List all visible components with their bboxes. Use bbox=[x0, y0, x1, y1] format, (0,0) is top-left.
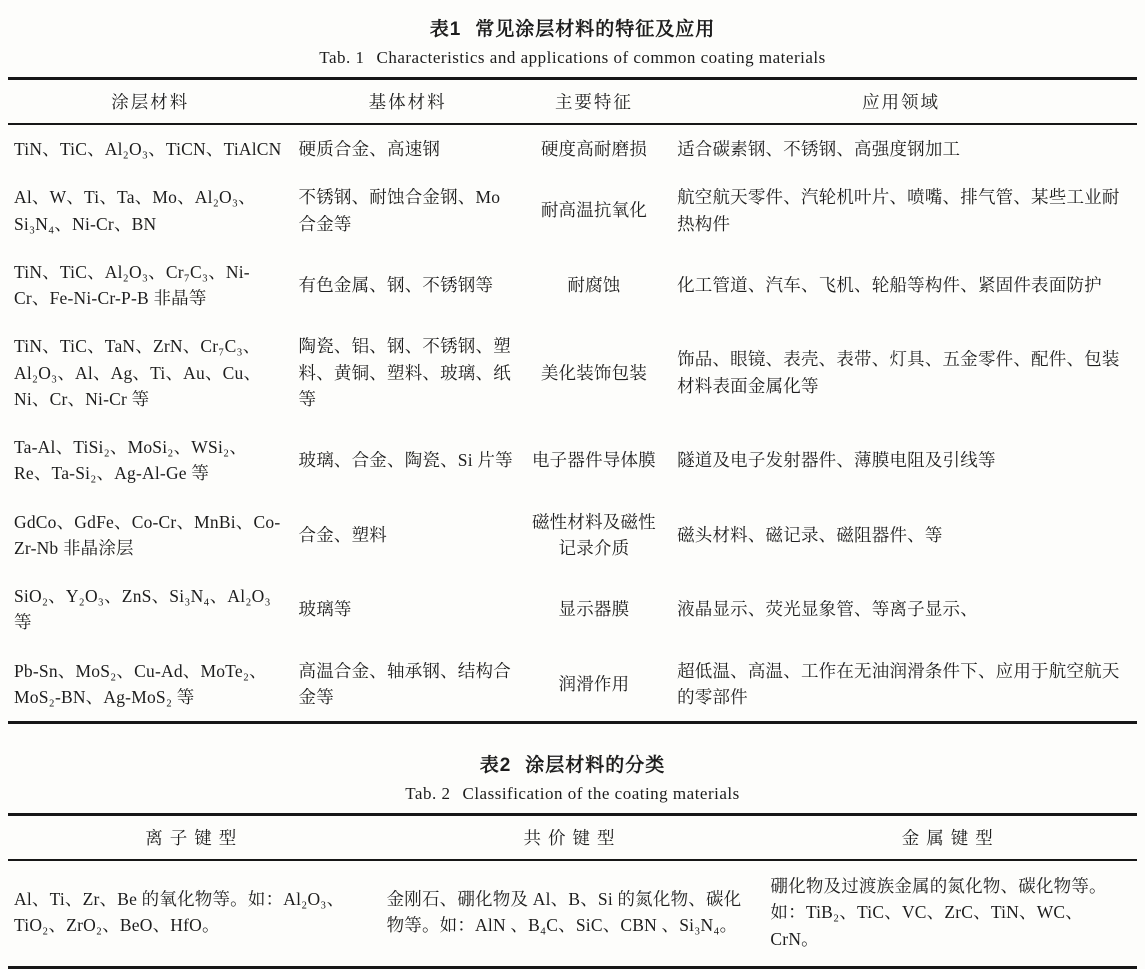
table1 bbox=[8, 77, 1137, 724]
cell-application: 超低温、高温、工作在无油润滑条件下、应用于航空航天的零部件 bbox=[677, 660, 1120, 707]
table2-header-metallic: 金属键型 bbox=[764, 815, 1137, 861]
table-row bbox=[8, 860, 1137, 967]
cell-substrate: 高温合金、轴承钢、结构合金等 bbox=[298, 660, 511, 707]
cell-coating: Pb-Sn、MoS₂、Cu-Ad、MoTe₂、MoS₂-BN、Ag-MoS₂ 等 bbox=[14, 660, 267, 707]
cell-application: 隧道及电子发射器件、薄膜电阻及引线等 bbox=[677, 450, 996, 471]
table2 bbox=[8, 813, 1137, 969]
cell-substrate: 玻璃、合金、陶瓷、Si 片等 bbox=[298, 450, 513, 471]
table2-title-zh-text: 涂层材料的分类 bbox=[525, 755, 666, 776]
table2-number-label: 表2 bbox=[479, 755, 512, 776]
table2-caption-en bbox=[8, 784, 1137, 804]
table2-header-covalent: 共价键型 bbox=[381, 815, 765, 861]
cell-feature: 电子器件导体膜 bbox=[531, 450, 656, 471]
table1-header bbox=[8, 79, 1137, 125]
cell-feature: 磁性材料及磁性记录介质 bbox=[531, 511, 656, 558]
table1-number-label: 表1 bbox=[429, 19, 462, 40]
cell-coating: Ta-Al、TiSi₂、MoSi₂、WSi₂、Re、Ta-Si₂、Ag-Al-Ge 等 bbox=[14, 437, 248, 484]
table-row bbox=[8, 248, 1137, 323]
cell-coating: GdCo、GdFe、Co-Cr、MnBi、Co-Zr-Nb 非晶涂层 bbox=[14, 511, 281, 558]
cell-substrate: 陶瓷、铝、钢、不锈钢、塑料、黄铜、塑料、玻璃、纸等 bbox=[298, 336, 511, 409]
table1-header-feature: 主要特征 bbox=[523, 79, 665, 125]
table1-caption-en bbox=[8, 48, 1137, 68]
table2-block bbox=[8, 742, 1137, 969]
cell-feature: 润滑作用 bbox=[558, 673, 630, 694]
table-row bbox=[8, 173, 1137, 248]
table-row bbox=[8, 647, 1137, 723]
table1-block bbox=[8, 6, 1137, 724]
cell-coating: TiN、TiC、TaN、ZrN、Cr₇C₃、Al₂O₃、Al、Ag、Ti、Au、Cu、Ni、Cr、Ni-Cr 等 bbox=[14, 336, 262, 409]
cell-application: 液晶显示、荧光显象管、等离子显示、 bbox=[677, 599, 978, 620]
cell-covalent-bond: 金刚石、硼化物及 Al、B、Si 的氮化物、碳化物等。如：AlN 、B₄C、SiC、CBN 、Si₃N₄。 bbox=[386, 889, 742, 936]
table-row bbox=[8, 572, 1137, 647]
table-row bbox=[8, 124, 1137, 173]
table-row bbox=[8, 322, 1137, 423]
cell-feature: 美化装饰包装 bbox=[540, 362, 648, 383]
table1-title-zh-text: 常见涂层材料的特征及应用 bbox=[475, 19, 716, 40]
table1-body bbox=[8, 124, 1137, 723]
cell-feature: 耐高温抗氧化 bbox=[540, 200, 648, 221]
table1-header-substrate: 基体材料 bbox=[293, 79, 523, 125]
cell-substrate: 不锈钢、耐蚀合金钢、Mo 合金等 bbox=[298, 187, 501, 234]
table1-title-zh bbox=[8, 6, 1137, 41]
table1-header-coating: 涂层材料 bbox=[8, 79, 293, 125]
cell-feature: 耐腐蚀 bbox=[567, 274, 621, 295]
cell-ionic-bond: Al、Ti、Zr、Be 的氧化物等。如：Al₂O₃、TiO₂、ZrO₂、BeO、HfO。 bbox=[14, 889, 345, 936]
cell-coating: TiN、TiC、Al₂O₃、TiCN、TiAlCN bbox=[14, 139, 282, 159]
cell-coating: TiN、TiC、Al₂O₃、Cr₇C₃、Ni-Cr、Fe-Ni-Cr-P-B 非晶等 bbox=[14, 261, 250, 308]
cell-application: 化工管道、汽车、飞机、轮船等构件、紧固件表面防护 bbox=[677, 274, 1102, 295]
table2-caption-en-text: Classification of the coating materials bbox=[462, 784, 740, 803]
table2-header-row bbox=[8, 815, 1137, 861]
cell-feature: 显示器膜 bbox=[558, 599, 630, 620]
cell-application: 饰品、眼镜、表壳、表带、灯具、五金零件、配件、包装材料表面金属化等 bbox=[677, 349, 1120, 396]
table-row bbox=[8, 423, 1137, 498]
cell-substrate: 合金、塑料 bbox=[298, 524, 387, 545]
cell-substrate: 有色金属、钢、不锈钢等 bbox=[298, 274, 494, 295]
cell-substrate: 硬质合金、高速钢 bbox=[298, 139, 441, 159]
cell-application: 适合碳素钢、不锈钢、高强度钢加工 bbox=[677, 139, 961, 159]
table2-header-ionic: 离子键型 bbox=[8, 815, 381, 861]
table1-header-application: 应用领域 bbox=[665, 79, 1137, 125]
cell-feature: 硬度高耐磨损 bbox=[540, 139, 648, 159]
table1-caption-label: Tab. 1 bbox=[319, 48, 365, 67]
cell-application: 磁头材料、磁记录、磁阻器件、等 bbox=[677, 524, 943, 545]
table1-header-row bbox=[8, 79, 1137, 125]
cell-coating: Al、W、Ti、Ta、Mo、Al₂O₃、Si₃N₄、Ni-Cr、BN bbox=[14, 187, 256, 234]
cell-substrate: 玻璃等 bbox=[298, 599, 352, 620]
cell-coating: SiO₂、Y₂O₃、ZnS、Si₃N₄、Al₂O₃ 等 bbox=[14, 586, 271, 633]
table2-caption-label: Tab. 2 bbox=[405, 784, 451, 803]
table2-body bbox=[8, 860, 1137, 967]
cell-metallic-bond: 硼化物及过渡族金属的氮化物、碳化物等。如：TiB₂、TiC、VC、ZrC、TiN、WC、CrN。 bbox=[770, 876, 1107, 949]
table2-header bbox=[8, 815, 1137, 861]
cell-application: 航空航天零件、汽轮机叶片、喷嘴、排气管、某些工业耐热构件 bbox=[677, 187, 1120, 234]
table1-caption-en-text: Characteristics and applications of common coating materials bbox=[376, 48, 826, 67]
table2-title-zh bbox=[8, 742, 1137, 777]
table-row bbox=[8, 498, 1137, 573]
